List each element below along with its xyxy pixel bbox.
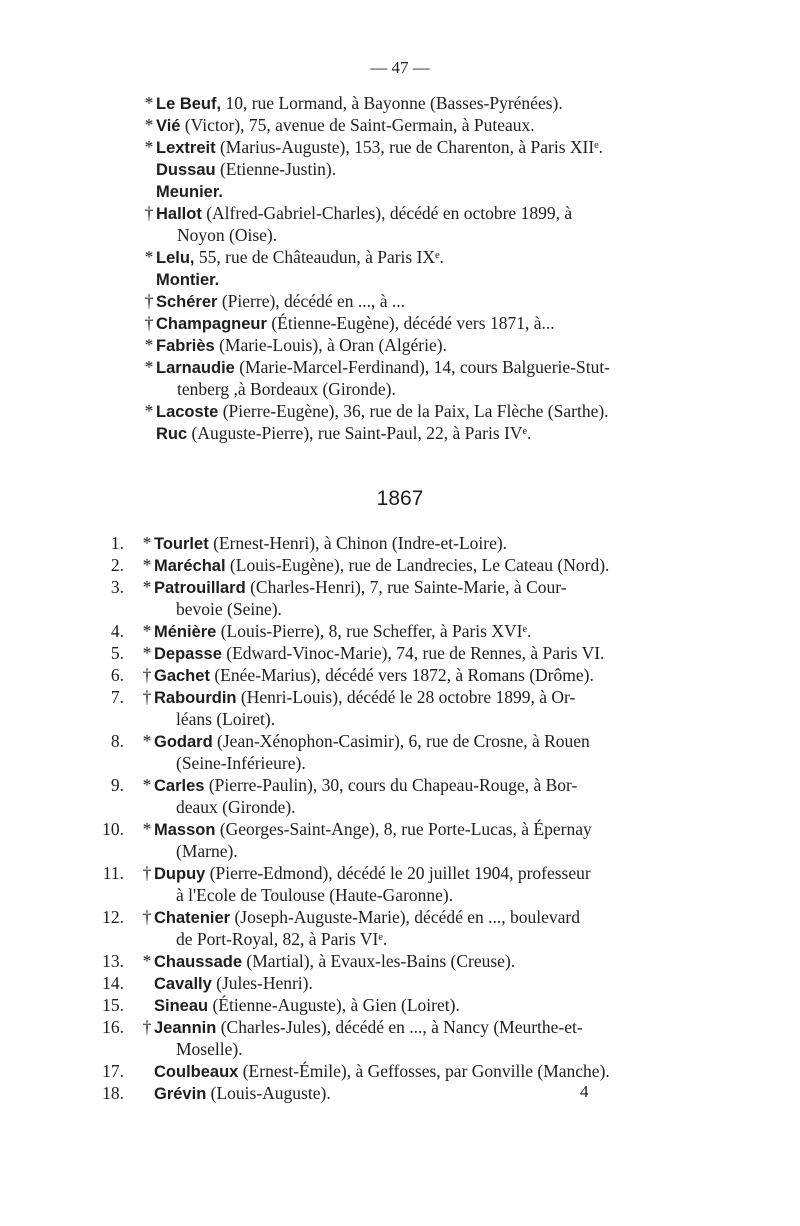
entry-name: Hallot — [156, 205, 202, 223]
entry-number: 16. — [102, 1017, 124, 1037]
entry-name: Ruc — [156, 425, 188, 443]
entry-name: Sineau — [154, 997, 209, 1015]
entry-mark: * — [144, 137, 154, 157]
entry-name: Ménière — [154, 623, 217, 641]
entry-mark: * — [142, 951, 152, 971]
entry-line — [140, 774, 577, 797]
entry-line — [140, 906, 580, 929]
entry-text: (Georges-Saint-Ange), 8, rue Porte-Lucas, à Épernay — [215, 819, 592, 839]
entry-line — [140, 576, 567, 599]
entry-name: Patrouillard — [154, 579, 246, 597]
entry-number: 2. — [110, 555, 124, 575]
signature-mark: 4 — [580, 1082, 589, 1101]
page-number: — 47 — — [370, 58, 430, 77]
entry-name: Carles — [154, 777, 205, 795]
entry-continuation: tenberg ,à Bordeaux (Gironde). — [177, 379, 396, 399]
entry-line — [140, 642, 604, 665]
entry-name: Grévin — [154, 1085, 207, 1103]
entry-name: Jeannin — [154, 1019, 217, 1037]
entry-mark: † — [144, 291, 154, 311]
entry-continuation: Noyon (Oise). — [177, 225, 278, 245]
entry-name: Lelu, — [156, 249, 195, 267]
entry-text: (Étienne-Auguste), à Gien (Loiret). — [208, 995, 460, 1015]
entry-number: 11. — [102, 863, 124, 883]
entry-name: Larnaudie — [156, 359, 235, 377]
entry-text: (Étienne-Eugène), décédé vers 1871, à... — [266, 313, 555, 333]
entry-name: Dupuy — [154, 865, 206, 883]
entry-line — [142, 246, 444, 269]
entry-line — [140, 1060, 610, 1083]
entry-text: (Charles-Jules), décédé en ..., à Nancy (Meurthe-et- — [216, 1017, 583, 1037]
entry-text: (Charles-Henri), 7, rue Sainte-Marie, à Cour- — [245, 577, 567, 597]
entry-name: Dussau — [156, 161, 216, 179]
entry-number: 12. — [102, 907, 124, 927]
entry-line — [140, 554, 609, 577]
entry-line — [140, 994, 460, 1017]
entry-text: (Ernest-Henri), à Chinon (Indre-et-Loire). — [208, 533, 508, 553]
entry-text: (Pierre), décédé en ..., à ... — [217, 291, 406, 311]
entry-text: (Enée-Marius), décédé vers 1872, à Romans (Drôme). — [209, 665, 594, 685]
entry-name: Fabriès — [156, 337, 215, 355]
entry-line — [142, 158, 336, 181]
entry-number: 9. — [110, 775, 124, 795]
entry-text: (Pierre-Edmond), décédé le 20 juillet 1904, professeur — [205, 863, 591, 883]
entry-continuation: deaux (Gironde). — [176, 797, 296, 817]
entry-text: (Martial), à Evaux-les-Bains (Creuse). — [242, 951, 516, 971]
entry-number: 3. — [110, 577, 124, 597]
entry-line — [142, 290, 405, 313]
entry-text: (Pierre-Eugène), 36, rue de la Paix, La Flèche (Sarthe). — [218, 401, 609, 421]
entry-mark: † — [142, 863, 152, 883]
entry-mark: † — [142, 1017, 152, 1037]
entry-line — [142, 334, 447, 357]
entry-name: Chatenier — [154, 909, 231, 927]
entry-mark: * — [142, 533, 152, 553]
entry-text: (Pierre-Paulin), 30, cours du Chapeau-Rouge, à Bor- — [204, 775, 578, 795]
entry-text: (Jules-Henri). — [211, 973, 313, 993]
entry-name: Godard — [154, 733, 213, 751]
entry-line — [140, 818, 592, 841]
entry-line — [142, 400, 609, 423]
entry-text: (Auguste-Pierre), rue Saint-Paul, 22, à Paris IVᵉ. — [187, 423, 532, 443]
entry-name: Maréchal — [154, 557, 226, 575]
entry-mark: * — [144, 115, 154, 135]
entry-name: Lacoste — [156, 403, 219, 421]
entry-number: 10. — [102, 819, 124, 839]
entry-mark: † — [142, 907, 152, 927]
entry-number: 8. — [110, 731, 124, 751]
entry-mark: * — [142, 731, 152, 751]
entry-name: Gachet — [154, 667, 210, 685]
entry-name: Vié — [156, 117, 181, 135]
entry-line — [140, 730, 590, 753]
entry-number: 5. — [110, 643, 124, 663]
entry-name: Montier. — [156, 271, 220, 289]
entry-text: (Jean-Xénophon-Casimir), 6, rue de Crosne, à Rouen — [212, 731, 590, 751]
entry-line — [140, 620, 531, 643]
entry-line — [142, 114, 535, 137]
entry-number: 1. — [110, 533, 124, 553]
entry-text: (Marie-Louis), à Oran (Algérie). — [214, 335, 447, 355]
entry-line — [140, 972, 313, 995]
entry-text: (Joseph-Auguste-Marie), décédé en ..., boulevard — [230, 907, 580, 927]
entry-number: 17. — [102, 1061, 124, 1081]
entry-line — [140, 686, 575, 709]
entry-number: 13. — [102, 951, 124, 971]
entry-continuation: à l'Ecole de Toulouse (Haute-Garonne). — [176, 885, 454, 905]
entry-name: Meunier. — [156, 183, 223, 201]
entry-line — [142, 312, 555, 335]
entry-name: Le Beuf, — [156, 95, 222, 113]
entry-text: (Louis-Eugène), rue de Landrecies, Le Cateau (Nord). — [225, 555, 610, 575]
entry-number: 15. — [102, 995, 124, 1015]
entry-text: (Alfred-Gabriel-Charles), décédé en octobre 1899, à — [201, 203, 573, 223]
entry-name: Tourlet — [154, 535, 209, 553]
entry-name: Depasse — [154, 645, 222, 663]
entry-line — [140, 1016, 583, 1039]
entry-name: Chaussade — [154, 953, 243, 971]
entry-continuation: de Port-Royal, 82, à Paris VIᵉ. — [176, 929, 388, 949]
entry-number: 14. — [102, 973, 124, 993]
entry-name: Cavally — [154, 975, 212, 993]
entry-mark: * — [142, 621, 152, 641]
entry-name: Lextreit — [156, 139, 216, 157]
entry-mark: * — [142, 555, 152, 575]
entry-mark: * — [144, 357, 154, 377]
entry-name: Masson — [154, 821, 216, 839]
entry-text: (Etienne-Justin). — [215, 159, 337, 179]
entry-text: (Victor), 75, avenue de Saint-Germain, à Puteaux. — [180, 115, 535, 135]
entry-line — [142, 422, 531, 445]
entry-number: 7. — [110, 687, 124, 707]
entry-mark: † — [142, 687, 152, 707]
entry-text: (Marie-Marcel-Ferdinand), 14, cours Balguerie-Stut- — [234, 357, 611, 377]
entry-line — [142, 356, 610, 379]
entry-mark: † — [142, 665, 152, 685]
entry-name: Coulbeaux — [154, 1063, 239, 1081]
entry-text: (Marius-Auguste), 153, rue de Charenton, à Paris XIIᵉ. — [215, 137, 604, 157]
entry-number: 4. — [110, 621, 124, 641]
entry-number: 18. — [102, 1083, 124, 1103]
entry-text: (Edward-Vinoc-Marie), 74, rue de Rennes, à Paris VI. — [221, 643, 605, 663]
entry-continuation: Moselle). — [176, 1039, 243, 1059]
section-year-heading: 1867 — [376, 487, 424, 510]
entry-line — [140, 664, 594, 687]
entry-continuation: (Seine-Inférieure). — [176, 753, 306, 773]
entry-mark: * — [142, 643, 152, 663]
entry-name: Champagneur — [156, 315, 267, 333]
entry-mark: * — [144, 401, 154, 421]
entry-mark: * — [142, 775, 152, 795]
entry-mark: * — [142, 577, 152, 597]
entry-text: (Louis-Auguste). — [206, 1083, 331, 1103]
entry-mark: * — [144, 247, 154, 267]
entry-line — [142, 180, 223, 203]
entry-mark: * — [144, 93, 154, 113]
entry-number: 6. — [110, 665, 124, 685]
entry-line — [142, 268, 219, 291]
entry-mark: * — [142, 819, 152, 839]
entry-name: Rabourdin — [154, 689, 237, 707]
entry-text: (Henri-Louis), décédé le 28 octobre 1899, à Or- — [236, 687, 576, 707]
entry-line — [142, 92, 563, 115]
entry-mark: † — [144, 313, 154, 333]
entry-mark: † — [144, 203, 154, 223]
entry-continuation: (Marne). — [176, 841, 238, 861]
entry-text: (Louis-Pierre), 8, rue Scheffer, à Paris XVIᵉ. — [216, 621, 532, 641]
entry-mark: * — [144, 335, 154, 355]
entry-line — [142, 202, 572, 225]
entry-text: 55, rue de Châteaudun, à Paris IXᵉ. — [194, 247, 444, 267]
entry-continuation: bevoie (Seine). — [176, 599, 282, 619]
entry-line — [140, 862, 591, 885]
entry-line — [140, 1082, 331, 1105]
entry-line — [140, 950, 515, 973]
entry-text: 10, rue Lormand, à Bayonne (Basses-Pyrénées). — [221, 93, 563, 113]
entry-line — [142, 136, 603, 159]
entry-continuation: léans (Loiret). — [176, 709, 276, 729]
entry-line — [140, 532, 507, 555]
entry-name: Schérer — [156, 293, 218, 311]
entry-text: (Ernest-Émile), à Geffosses, par Gonville (Manche). — [238, 1061, 610, 1081]
